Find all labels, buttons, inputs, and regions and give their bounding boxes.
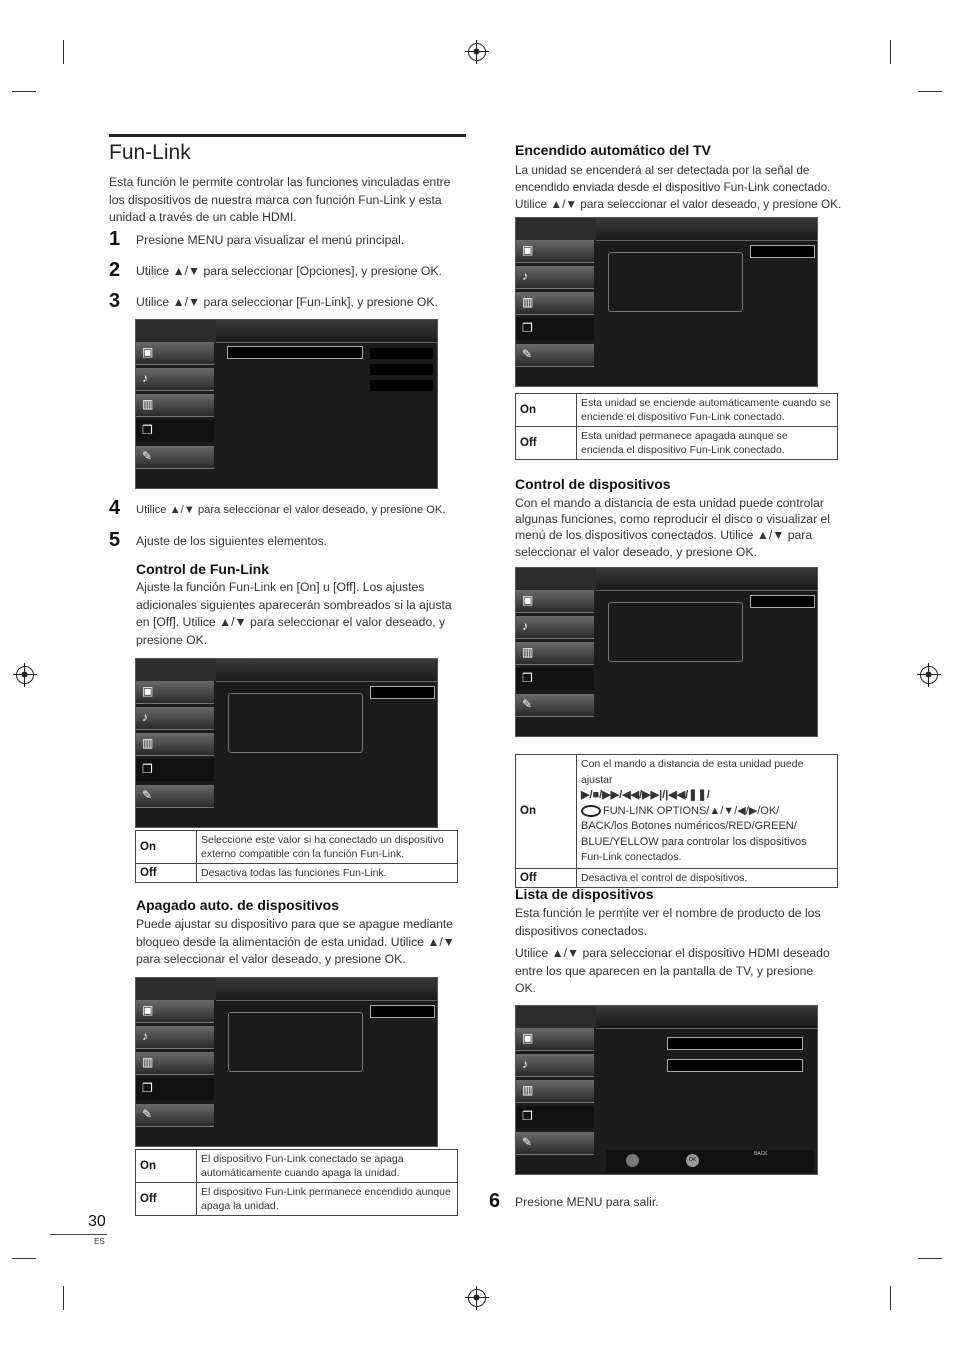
menu-screen (515, 217, 818, 387)
music-note-icon: ♪ (522, 269, 528, 283)
option-key: Off (136, 864, 197, 883)
ok-button-icon: OK (686, 1154, 699, 1167)
step-number: 3 (109, 290, 121, 312)
section-text: La unidad se encenderá al ser detectada por la señal de encendido enviada desde el dispositivo Fun-Link conectado. Utilice ▲/▼ para seleccionar el valor deseado, y presione OK. (515, 163, 842, 211)
back-button-label: BACK (754, 1151, 768, 1157)
option-key: On (516, 755, 577, 869)
menu-screen (135, 977, 438, 1147)
settings-table (135, 830, 458, 883)
fun-link-logo-icon (581, 805, 601, 817)
crop-mark (63, 1286, 64, 1310)
option-key: Off (516, 868, 577, 887)
section-text: Puede ajustar su dispositivo para que se apague mediante bloqueo desde la alimentación de esta unidad. Utilice ▲/▼ para seleccionar el valor deseado, y presione OK. (136, 917, 455, 966)
section-heading: Encendido automático del TV (515, 142, 712, 158)
description-line: Con el mando a distancia de esta unidad puede ajustar (581, 758, 804, 786)
description-line: Fun-Link conectados. (581, 851, 682, 863)
step-text: Utilice ▲/▼ para seleccionar [Fun-Link], y presione OK. (136, 295, 438, 309)
language-icon: ✎ (142, 788, 153, 802)
picture-icon: ▣ (522, 243, 534, 257)
option-description: Esta unidad se enciende automáticamente cuando se enciende el dispositivo Fun-Link conectado. (577, 394, 838, 427)
step-text: Ajuste de los siguientes elementos. (136, 534, 328, 548)
step-text: Presione MENU para visualizar el menú principal. (136, 233, 405, 247)
option-description: Seleccione este valor si ha conectado un dispositivo externo compatible con la función Fun-Link. (197, 831, 458, 864)
language-icon: ✎ (522, 697, 533, 711)
channel-icon: ▥ (522, 645, 534, 659)
option-description: Esta unidad permanece apagada aunque se encienda el dispositivo Fun-Link conectado. (577, 427, 838, 460)
description-line: FUN-LINK OPTIONS/▲/▼/◀/▶/OK/ (603, 804, 780, 817)
crop-mark (890, 1286, 891, 1310)
options-icon: ❐ (142, 1081, 153, 1095)
option-description (577, 755, 838, 869)
crop-mark (890, 40, 891, 64)
channel-icon: ▥ (522, 1083, 534, 1097)
music-note-icon: ♪ (142, 710, 148, 724)
options-icon: ❐ (142, 762, 153, 776)
step-text: Utilice ▲/▼ para seleccionar el valor deseado, y presione OK. (136, 504, 446, 516)
language-icon: ✎ (522, 1135, 533, 1149)
screen-footer (606, 1150, 814, 1172)
language-icon: ✎ (142, 1107, 153, 1121)
menu-screen (135, 658, 438, 828)
picture-icon: ▣ (142, 1003, 154, 1017)
page-title: Fun-Link (109, 141, 191, 164)
step-number: 5 (109, 529, 121, 551)
dpad-icon (626, 1154, 639, 1167)
option-description: Desactiva todas las funciones Fun-Link. (197, 864, 458, 883)
language-code: ES (94, 1237, 105, 1246)
settings-table (135, 1149, 458, 1216)
channel-icon: ▥ (142, 397, 154, 411)
step-number: 4 (109, 497, 121, 519)
description-line: BACK/los Botones numéricos/RED/GREEN/ (581, 820, 797, 832)
channel-icon: ▥ (142, 736, 154, 750)
crop-mark (918, 1258, 942, 1259)
channel-icon: ▥ (522, 295, 534, 309)
title-rule (109, 134, 466, 137)
music-note-icon: ♪ (522, 619, 528, 633)
registration-mark-icon (920, 666, 938, 684)
settings-table (515, 754, 838, 888)
picture-icon: ▣ (142, 684, 154, 698)
step-number: 6 (489, 1190, 501, 1212)
picture-icon: ▣ (142, 345, 154, 359)
section-text: Utilice ▲/▼ para seleccionar el dispositivo HDMI deseado entre los que aparecen en la pantalla de TV, y presione OK. (515, 946, 830, 995)
picture-icon: ▣ (522, 1031, 534, 1045)
step-text: Utilice ▲/▼ para seleccionar [Opciones], y presione OK. (136, 264, 442, 278)
music-note-icon: ♪ (522, 1057, 528, 1071)
registration-mark-icon (16, 666, 34, 684)
registration-mark-icon (468, 1289, 486, 1307)
option-key: On (136, 1150, 197, 1183)
intro-text: Esta función le permite controlar las funciones vinculadas entre los dispositivos de nuestra marca con función Fun-Link y esta unidad a través de un cable HDMI. (109, 175, 451, 224)
menu-screen (515, 567, 818, 737)
crop-mark (12, 91, 36, 92)
option-key: On (516, 394, 577, 427)
crop-mark (63, 40, 64, 64)
music-note-icon: ♪ (142, 371, 148, 385)
description-line: BLUE/YELLOW para controlar los dispositivos (581, 835, 807, 848)
channel-icon: ▥ (142, 1055, 154, 1069)
menu-screen (515, 1005, 818, 1175)
option-description: Desactiva el control de dispositivos. (577, 868, 838, 887)
crop-mark (918, 91, 942, 92)
registration-mark-icon (468, 43, 486, 61)
section-heading: Apagado auto. de dispositivos (136, 897, 340, 913)
page-number-rule (50, 1234, 107, 1235)
option-description: El dispositivo Fun-Link permanece encendido aunque apaga la unidad. (197, 1183, 458, 1216)
options-icon: ❐ (522, 671, 533, 685)
description-line: ▶/■/▶▶/◀◀/▶▶|/|◀◀/❚❚/ (581, 789, 710, 801)
option-description: El dispositivo Fun-Link conectado se apaga automáticamente cuando apaga la unidad. (197, 1150, 458, 1183)
section-text: Ajuste la función Fun-Link en [On] u [Off]. Los ajustes adicionales siguientes aparecerán sombreados si la ajusta en [Off]. Utilice ▲/▼ para seleccionar el valor deseado, y presione OK. (136, 580, 452, 647)
music-note-icon: ♪ (142, 1029, 148, 1043)
option-key: Off (516, 427, 577, 460)
step-number: 2 (109, 259, 121, 281)
crop-mark (12, 1258, 36, 1259)
options-icon: ❐ (142, 423, 153, 437)
step-number: 1 (109, 228, 121, 250)
options-icon: ❐ (522, 321, 533, 335)
option-key: Off (136, 1183, 197, 1216)
section-heading: Lista de dispositivos (515, 886, 654, 902)
section-heading: Control de dispositivos (515, 476, 671, 492)
options-icon: ❐ (522, 1109, 533, 1123)
picture-icon: ▣ (522, 593, 534, 607)
menu-screen (135, 319, 438, 489)
section-text: Esta función le permite ver el nombre de producto de los dispositivos conectados. (515, 906, 821, 938)
language-icon: ✎ (522, 347, 533, 361)
settings-table (515, 393, 838, 460)
section-heading: Control de Fun-Link (136, 561, 269, 577)
language-icon: ✎ (142, 449, 153, 463)
page-number: 30 (88, 1213, 106, 1230)
section-text: Con el mando a distancia de esta unidad puede controlar algunas funciones, como reproducir el disco o visualizar el menú de los dispositivos conectados. Utilice ▲/▼ para seleccionar el valor deseado, y presione OK. (515, 496, 831, 559)
step-text: Presione MENU para salir. (515, 1195, 659, 1209)
option-key: On (136, 831, 197, 864)
